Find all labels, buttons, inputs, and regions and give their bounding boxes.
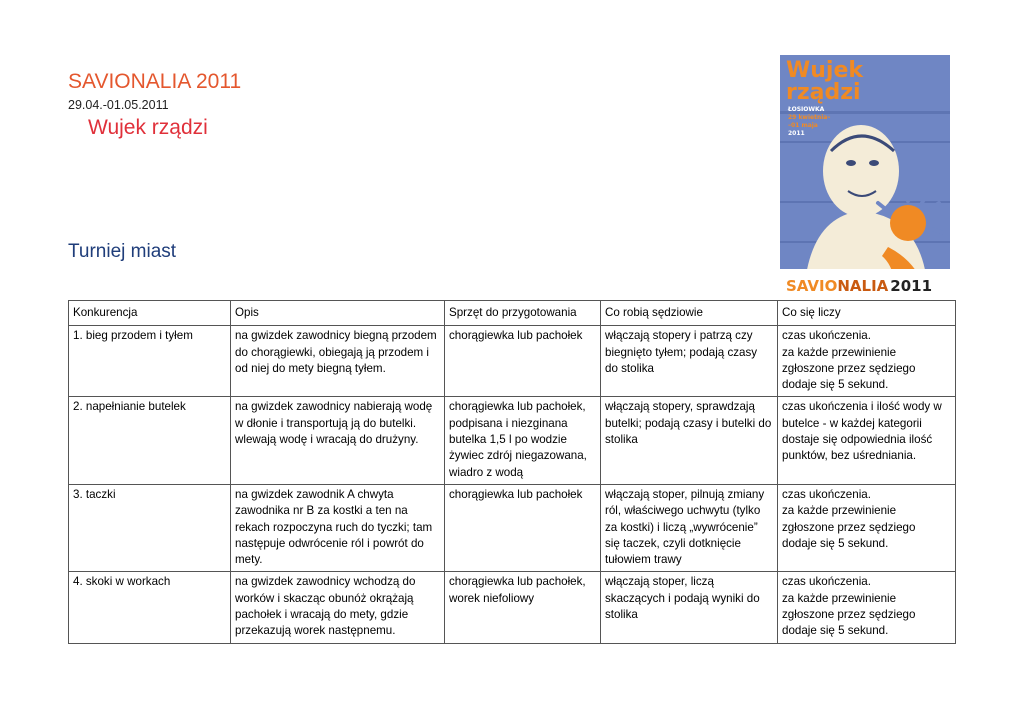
cell-sprzet: chorągiewka lub pachołek bbox=[445, 484, 601, 571]
poster-headline-2: rządzi bbox=[786, 80, 861, 105]
poster-side-2: 29 kwietnia– bbox=[788, 114, 831, 121]
poster-brand: SAVIONALIA 2011 bbox=[786, 277, 933, 295]
header-sprzet: Sprzęt do przygotowania bbox=[445, 301, 601, 326]
cell-liczy: czas ukończenia i ilość wody w butelce - w każdej kategorii dostaje się odpowiednia ilość punktów, bez uśredniania. bbox=[778, 397, 956, 484]
poster-side-1: ŁOSIOWKA bbox=[788, 106, 825, 113]
cell-sedziowie: włączają stoper, pilnują zmiany ról, właściwego uchwytu (tylko za kostki) i liczą „wywrócenie” się taczek, czyli dotknięcie tułowiem trawy bbox=[601, 484, 778, 571]
event-subtitle: Wujek rządzi bbox=[88, 116, 208, 139]
header-opis: Opis bbox=[231, 301, 445, 326]
cell-liczy: czas ukończenia. za każde przewinienie zgłoszone przez sędziego dodaje się 5 sekund. bbox=[778, 572, 956, 643]
header-konkurencja: Konkurencja bbox=[69, 301, 231, 326]
cell-sedziowie: włączają stopery i patrzą czy biegnięto tyłem; podają czasy do stolika bbox=[601, 326, 778, 397]
cell-opis: na gwizdek zawodnicy nabierają wodę w dłonie i transportują ją do butelki. wlewają wodę i wracają do drużyny. bbox=[231, 397, 445, 484]
poster-side-3: –01 maja bbox=[788, 122, 818, 129]
table-row bbox=[69, 484, 956, 571]
cell-sprzet: chorągiewka lub pachołek, podpisana i niezginana butelka 1,5 l po wodzie żywiec zdrój niegazowana, wiadro z wodą bbox=[445, 397, 601, 484]
cell-sedziowie: włączają stoper, liczą skaczących i podają wyniki do stolika bbox=[601, 572, 778, 643]
cell-sprzet: chorągiewka lub pachołek bbox=[445, 326, 601, 397]
event-poster-image bbox=[776, 51, 954, 302]
table-row bbox=[69, 326, 956, 397]
cell-opis: na gwizdek zawodnik A chwyta zawodnika nr B za kostki a ten na rekach rozpoczyna ruch do tyczki; tam następuje odwrócenie ról i powrót do mety. bbox=[231, 484, 445, 571]
cell-konkurencja: 3. taczki bbox=[69, 484, 231, 571]
header-sedziowie: Co robią sędziowie bbox=[601, 301, 778, 326]
cell-konkurencja: 1. bieg przodem i tyłem bbox=[69, 326, 231, 397]
event-dates: 29.04.-01.05.2011 bbox=[68, 98, 169, 112]
cell-sprzet: chorągiewka lub pachołek, worek niefoliowy bbox=[445, 572, 601, 643]
competition-table bbox=[68, 300, 956, 644]
header-liczy: Co się liczy bbox=[778, 301, 956, 326]
table-row bbox=[69, 572, 956, 643]
poster-headline-1: Wujek bbox=[786, 58, 864, 83]
cell-liczy: czas ukończenia. za każde przewinienie zgłoszone przez sędziego dodaje się 5 sekund. bbox=[778, 326, 956, 397]
table-row bbox=[69, 397, 956, 484]
cell-konkurencja: 4. skoki w workach bbox=[69, 572, 231, 643]
section-heading: Turniej miast bbox=[68, 241, 177, 262]
cell-opis: na gwizdek zawodnicy biegną przodem do chorągiewki, obiegają ją przodem i od niej do mety biegną tyłem. bbox=[231, 326, 445, 397]
cell-opis: na gwizdek zawodnicy wchodzą do worków i skacząc obunóż okrążają pachołek i wracają do mety, gdzie przekazują worek następnemu. bbox=[231, 572, 445, 643]
cell-konkurencja: 2. napełnianie butelek bbox=[69, 397, 231, 484]
table-header-row bbox=[69, 301, 956, 326]
cell-liczy: czas ukończenia. za każde przewinienie zgłoszone przez sędziego dodaje się 5 sekund. bbox=[778, 484, 956, 571]
cell-sedziowie: włączają stopery, sprawdzają butelki; podają czasy i butelki do stolika bbox=[601, 397, 778, 484]
poster-side-4: 2011 bbox=[788, 130, 805, 137]
document-title: SAVIONALIA 2011 bbox=[68, 70, 242, 93]
